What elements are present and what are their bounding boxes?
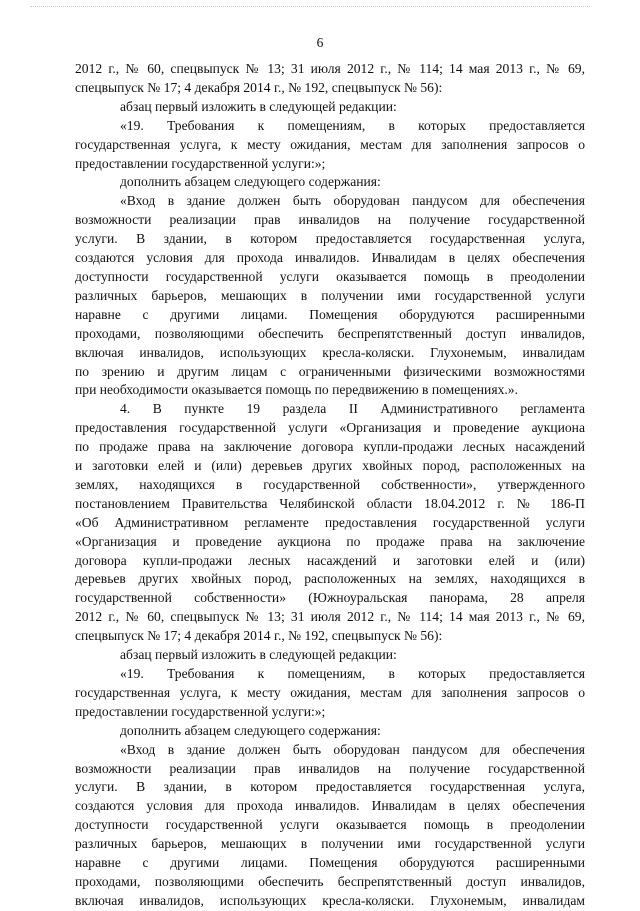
text-line: доступности государственной услуги оказывается помощь в преодолении [75, 268, 585, 284]
text-line: по зрению и другим лицам с ограниченными физическими возможностями [75, 363, 585, 379]
text-line: «Вход в здание должен быть оборудован пандусом для обеспечения [120, 741, 585, 757]
text-line: при необходимости оказывается помощь по передвижению в помещениях.». [75, 382, 518, 398]
text-line: «19. Требования к помещениям, в которых предоставляется [120, 666, 585, 681]
text-line: доступности государственной услуги оказывается помощь в преодолении [75, 817, 585, 833]
text-line: государственная услуга, к месту ожидания, местам для заполнения запросов о [75, 136, 585, 152]
text-line: услуги. В здании, в котором предоставляется государственная услуга, [75, 231, 585, 247]
text-line: спецвыпуск № 17; 4 декабря 2014 г., № 192, спецвыпуск № 56): [75, 79, 443, 95]
text-line: 2012 г., № 60, спецвыпуск № 13; 31 июля 2012 г., № 114; 14 мая 2013 г., № 69, [75, 609, 585, 625]
text-line: услуги. В здании, в котором предоставляется государственная услуга, [75, 779, 585, 795]
text-line: наравне с другими лицами. Помещения оборудуются расширенными [75, 306, 585, 322]
text-line: предоставлении государственной услуги:»; [75, 703, 326, 719]
text-line: абзац первый изложить в следующей редакции: [120, 647, 397, 663]
text-line: договора купли-продажи лесных насаждений и заготовки елей и (или) [75, 552, 585, 568]
text-line: создаются условия для прохода инвалидов. Инвалидам в целях обеспечения [75, 250, 585, 266]
text-line: различных барьеров, мешающих в получении ими государственной услуги [75, 836, 585, 852]
text-line: государственная услуга, к месту ожидания, местам для заполнения запросов о [75, 684, 585, 700]
text-line: 2012 г., № 60, спецвыпуск № 13; 31 июля 2012 г., № 114; 14 мая 2013 г., № 69, [75, 61, 585, 76]
text-line: землях, находящихся в государственной собственности», утвержденного [75, 476, 585, 492]
text-line: проходами, позволяющими обеспечить беспрепятственный доступ инвалидов, [75, 325, 585, 341]
text-line: дополнить абзацем следующего содержания: [120, 174, 381, 190]
text-line: деревьев других хвойных пород, расположенных на землях, находящихся в [75, 571, 585, 587]
text-line: и заготовки елей и (или) деревьев других хвойных пород, расположенных на [75, 458, 585, 474]
text-line: возможности реализации прав инвалидов на получение государственной [75, 212, 585, 228]
text-line: по продаже права на заключение договора купли-продажи лесных насаждений [75, 439, 585, 455]
text-line: «Вход в здание должен быть оборудован пандусом для обеспечения [120, 193, 585, 209]
text-line: различных барьеров, мешающих в получении ими государственной услуги [75, 287, 585, 303]
scan-artifact-line [30, 6, 590, 8]
page-number: 6 [316, 35, 324, 50]
text-line: наравне с другими лицами. Помещения оборудуются расширенными [75, 855, 585, 871]
text-line: «19. Требования к помещениям, в которых предоставляется [120, 117, 585, 133]
text-line: 4. В пункте 19 раздела II Административного регламента [120, 401, 585, 417]
text-line: «Организация и проведение аукциона по продаже права на заключение [75, 533, 585, 549]
text-line: проходами, позволяющими обеспечить беспрепятственный доступ инвалидов, [75, 873, 585, 889]
text-line: создаются условия для прохода инвалидов. Инвалидам в целях обеспечения [75, 798, 585, 814]
text-line: предоставлении государственной услуги:»; [75, 155, 326, 171]
document-body [75, 60, 585, 911]
text-line: дополнить абзацем следующего содержания: [120, 722, 381, 738]
text-line: включая инвалидов, использующих кресла-коляски. Глухонемым, инвалидам [75, 344, 585, 360]
text-line: предоставления государственной услуги «Организация и проведение аукциона [75, 420, 585, 436]
text-line: спецвыпуск № 17; 4 декабря 2014 г., № 192, спецвыпуск № 56): [75, 628, 443, 644]
text-line: возможности реализации прав инвалидов на получение государственной [75, 760, 585, 776]
text-line: абзац первый изложить в следующей редакции: [120, 98, 397, 114]
text-line: «Об Административном регламенте предоставления государственной услуги [75, 514, 585, 530]
text-line: государственной собственности» (Южноуральская панорама, 28 апреля [75, 590, 585, 606]
text-line: включая инвалидов, использующих кресла-коляски. Глухонемым, инвалидам [75, 892, 585, 908]
text-line: постановлением Правительства Челябинской области 18.04.2012 г. № 186-П [75, 495, 585, 511]
